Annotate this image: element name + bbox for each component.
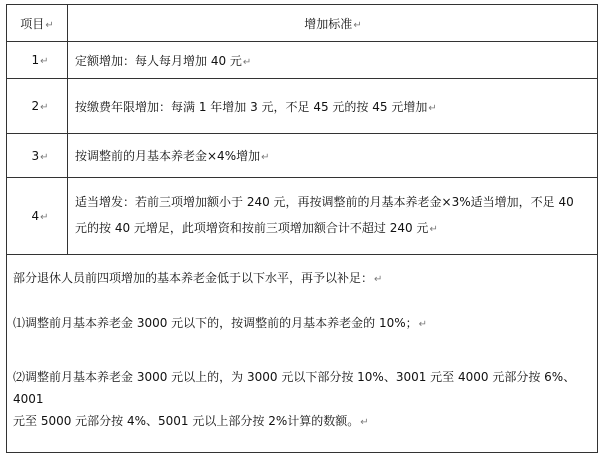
item-number-cell: [7, 79, 68, 134]
table-row: [7, 178, 598, 255]
return-mark: ↵: [418, 319, 428, 330]
note-item-1: [13, 312, 591, 336]
return-mark: ↵: [242, 56, 252, 68]
return-mark: ↵: [45, 19, 54, 31]
item-number: 2: [31, 99, 40, 113]
supplement-note-cell: [7, 255, 598, 453]
supplement-note-row: [7, 255, 598, 453]
header-item-cell: [7, 5, 68, 42]
header-standard-label: 增加标准: [304, 16, 353, 31]
table-row: [7, 134, 598, 178]
item-description-line-1: 适当增发：若前三项增加额小于 240 元，再按调整前的月基本养老金×3%适当增加，不足 40: [75, 195, 574, 209]
pension-increase-table: [6, 4, 598, 453]
item-description: 定额增加：每人每月增加 40 元: [75, 53, 242, 68]
item-number: 4: [31, 209, 40, 223]
note-intro: [13, 267, 591, 291]
item-description-line-2: 元的按 40 元增足，此项增资和按前三项增加额合计不超过 240 元: [75, 221, 429, 235]
item-description: 按缴费年限增加：每满 1 年增加 3 元，不足 45 元的按 45 元增加: [75, 99, 428, 114]
table-row: [7, 79, 598, 134]
item-number-cell: [7, 134, 68, 178]
item-number: 1: [31, 53, 40, 67]
item-description-cell: [68, 178, 598, 255]
return-mark: ↵: [40, 56, 49, 67]
return-mark: ↵: [40, 212, 49, 223]
item-description-cell: [68, 79, 598, 134]
header-standard-cell: [68, 5, 598, 42]
header-item-label: 项目: [20, 16, 45, 31]
item-description-cell: [68, 42, 598, 79]
note-item-2: [13, 366, 591, 434]
item-number-cell: [7, 178, 68, 255]
return-mark: ↵: [374, 274, 383, 285]
table-header-row: [7, 5, 598, 42]
note-intro-text: 部分退休人员前四项增加的基本养老金低于以下水平，再予以补足：: [13, 271, 374, 285]
item-description-cell: [68, 134, 598, 178]
return-mark: ↵: [261, 152, 270, 163]
note-item-2-line-2: 元至 5000 元部分按 4%、5001 元以上部分按 2%计算的数额。: [13, 414, 360, 428]
return-mark: ↵: [40, 151, 49, 163]
note-item-1-text: ⑴调整前月基本养老金 3000 元以下的，按调整前的月基本养老金的 10%；: [13, 316, 418, 330]
item-description: 按调整前的月基本养老金×4%增加: [75, 149, 261, 163]
item-number-cell: [7, 42, 68, 79]
return-mark: ↵: [360, 417, 369, 428]
return-mark: ↵: [40, 102, 49, 113]
return-mark: ↵: [353, 19, 362, 31]
item-number: 3: [31, 148, 40, 163]
return-mark: ↵: [429, 224, 438, 235]
note-item-2-line-1: ⑵调整前月基本养老金 3000 元以上的，为 3000 元以下部分按 10%、3001 元至 4000 元部分按 6%、4001: [13, 370, 576, 406]
table-row: [7, 42, 598, 79]
return-mark: ↵: [428, 102, 437, 114]
